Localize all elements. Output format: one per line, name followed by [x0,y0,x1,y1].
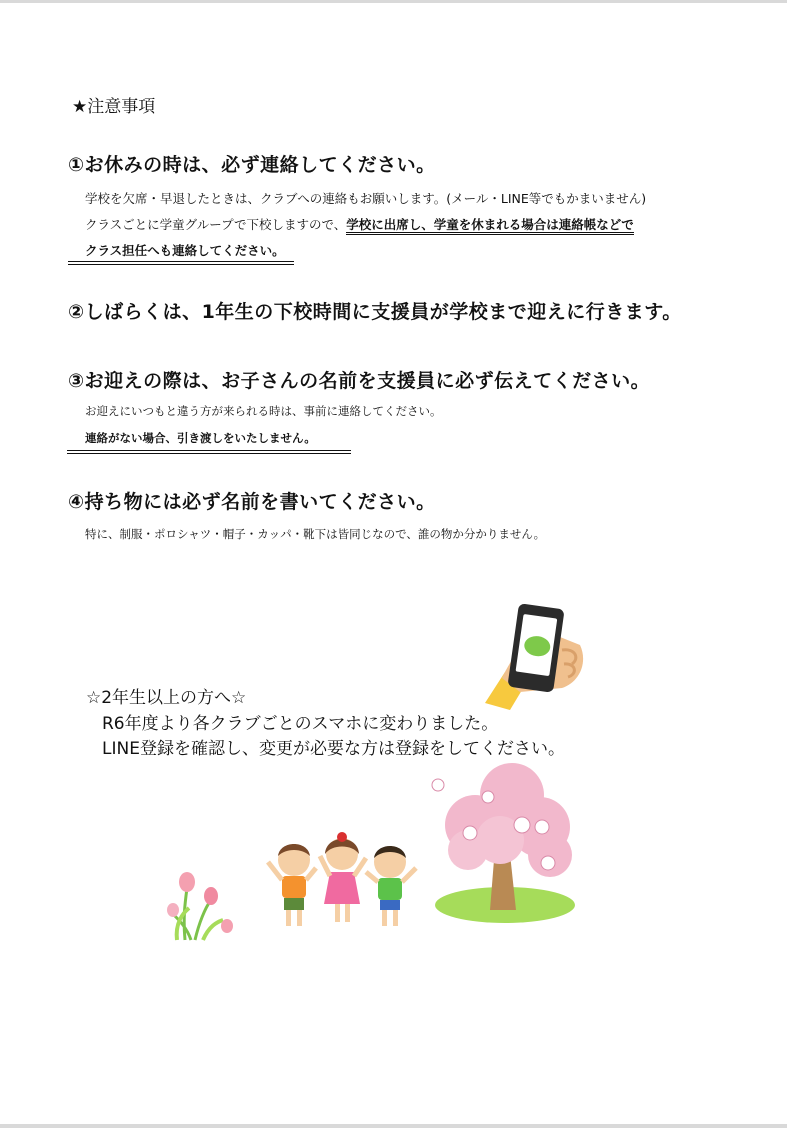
info-line-1: R6年度より各クラブごとのスマホに変わりました。 [102,714,499,734]
section-3-line-1: お迎えにいつもと違う方が来られる時は、事前に連絡してください。 [85,404,442,418]
section-1-heading: ①お休みの時は、必ず連絡してください。 [68,154,436,176]
page-bottom-edge [0,1124,787,1128]
section-1-line-3: クラス担任へも連絡してください。 [85,243,285,258]
section-1-line-1: 学校を欠席・早退したときは、クラブへの連絡もお願いします。(メール・LINE等でもかまいません) [85,191,647,206]
section-3-heading: ③お迎えの際は、お子さんの名前を支援員に必ず伝えてください。 [68,370,651,392]
info-title: ☆2年生以上の方へ☆ [86,688,247,708]
section-2-heading: ②しばらくは、1年生の下校時間に支援員が学校まで迎えに行きます。 [68,301,682,323]
smartphone-in-hand-icon [480,600,590,710]
page-top-edge [0,0,787,3]
notice-heading: ★注意事項 [72,97,156,117]
info-line-2: LINE登録を確認し、変更が必要な方は登録をしてください。 [102,739,565,759]
section-1-line-2 [85,214,634,233]
pink-tulips-icon [165,868,245,943]
section-3-underline [67,450,351,454]
section-1-underline [68,261,294,265]
section-1-line-2-emphasis: 学校に出席し、学童を休まれる場合は連絡帳などで [346,217,634,235]
cherry-blossom-tree-icon [420,755,590,930]
section-1-line-2-text: クラスごとに学童グループで下校しますので、 [85,217,347,232]
three-children-icon [262,832,422,937]
section-3-line-2: 連絡がない場合、引き渡しをいたしません。 [85,431,316,445]
section-4-heading: ④持ち物には必ず名前を書いてください。 [68,491,436,513]
section-4-line-1: 特に、制服・ポロシャツ・帽子・カッパ・靴下は皆同じなので、誰の物か分かりません。 [85,527,546,541]
